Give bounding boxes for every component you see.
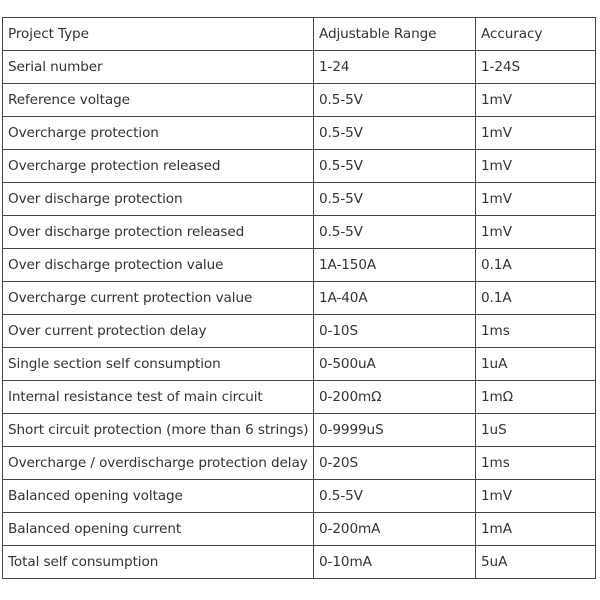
cell-accuracy: 1mA (476, 513, 596, 546)
cell-accuracy: 1mV (476, 216, 596, 249)
spec-table (2, 17, 596, 579)
cell-project-type: Short circuit protection (more than 6 strings) (3, 414, 314, 447)
cell-accuracy: 1mV (476, 117, 596, 150)
table-row (3, 414, 596, 447)
cell-accuracy: 1mV (476, 183, 596, 216)
cell-adjustable-range: 0-10mA (314, 546, 476, 579)
cell-accuracy: 1uS (476, 414, 596, 447)
cell-accuracy: 1-24S (476, 51, 596, 84)
cell-adjustable-range: 0.5-5V (314, 117, 476, 150)
table-row (3, 150, 596, 183)
cell-adjustable-range: 0-200mΩ (314, 381, 476, 414)
cell-adjustable-range: 0-20S (314, 447, 476, 480)
table-row (3, 249, 596, 282)
table-row (3, 348, 596, 381)
cell-adjustable-range: 0.5-5V (314, 480, 476, 513)
header-project-type: Project Type (3, 18, 314, 51)
cell-accuracy: 1ms (476, 315, 596, 348)
cell-adjustable-range: 1A-150A (314, 249, 476, 282)
table-header-row (3, 18, 596, 51)
cell-adjustable-range: 0-500uA (314, 348, 476, 381)
cell-adjustable-range: 0.5-5V (314, 183, 476, 216)
cell-project-type: Serial number (3, 51, 314, 84)
cell-accuracy: 1mV (476, 480, 596, 513)
table-row (3, 480, 596, 513)
table-row (3, 513, 596, 546)
cell-project-type: Overcharge protection released (3, 150, 314, 183)
table-row (3, 183, 596, 216)
cell-adjustable-range: 0-10S (314, 315, 476, 348)
cell-adjustable-range: 0.5-5V (314, 150, 476, 183)
cell-project-type: Over current protection delay (3, 315, 314, 348)
cell-project-type: Overcharge protection (3, 117, 314, 150)
cell-accuracy: 1ms (476, 447, 596, 480)
cell-project-type: Reference voltage (3, 84, 314, 117)
cell-project-type: Overcharge current protection value (3, 282, 314, 315)
table-row (3, 282, 596, 315)
cell-accuracy: 1mV (476, 84, 596, 117)
header-adjustable-range: Adjustable Range (314, 18, 476, 51)
table-row (3, 216, 596, 249)
cell-project-type: Balanced opening voltage (3, 480, 314, 513)
cell-project-type: Single section self consumption (3, 348, 314, 381)
cell-adjustable-range: 0-9999uS (314, 414, 476, 447)
cell-accuracy: 1mV (476, 150, 596, 183)
cell-adjustable-range: 0.5-5V (314, 84, 476, 117)
table-row (3, 51, 596, 84)
cell-accuracy: 1mΩ (476, 381, 596, 414)
cell-project-type: Over discharge protection value (3, 249, 314, 282)
cell-accuracy: 5uA (476, 546, 596, 579)
cell-adjustable-range: 1A-40A (314, 282, 476, 315)
table-row (3, 84, 596, 117)
table-row (3, 117, 596, 150)
cell-project-type: Over discharge protection released (3, 216, 314, 249)
spec-table-container (2, 17, 595, 579)
table-row (3, 546, 596, 579)
cell-accuracy: 1uA (476, 348, 596, 381)
cell-project-type: Internal resistance test of main circuit (3, 381, 314, 414)
cell-adjustable-range: 1-24 (314, 51, 476, 84)
cell-project-type: Total self consumption (3, 546, 314, 579)
cell-project-type: Overcharge / overdischarge protection delay (3, 447, 314, 480)
table-row (3, 381, 596, 414)
header-accuracy: Accuracy (476, 18, 596, 51)
table-row (3, 315, 596, 348)
cell-project-type: Over discharge protection (3, 183, 314, 216)
cell-adjustable-range: 0.5-5V (314, 216, 476, 249)
cell-accuracy: 0.1A (476, 249, 596, 282)
table-row (3, 447, 596, 480)
cell-project-type: Balanced opening current (3, 513, 314, 546)
cell-adjustable-range: 0-200mA (314, 513, 476, 546)
cell-accuracy: 0.1A (476, 282, 596, 315)
